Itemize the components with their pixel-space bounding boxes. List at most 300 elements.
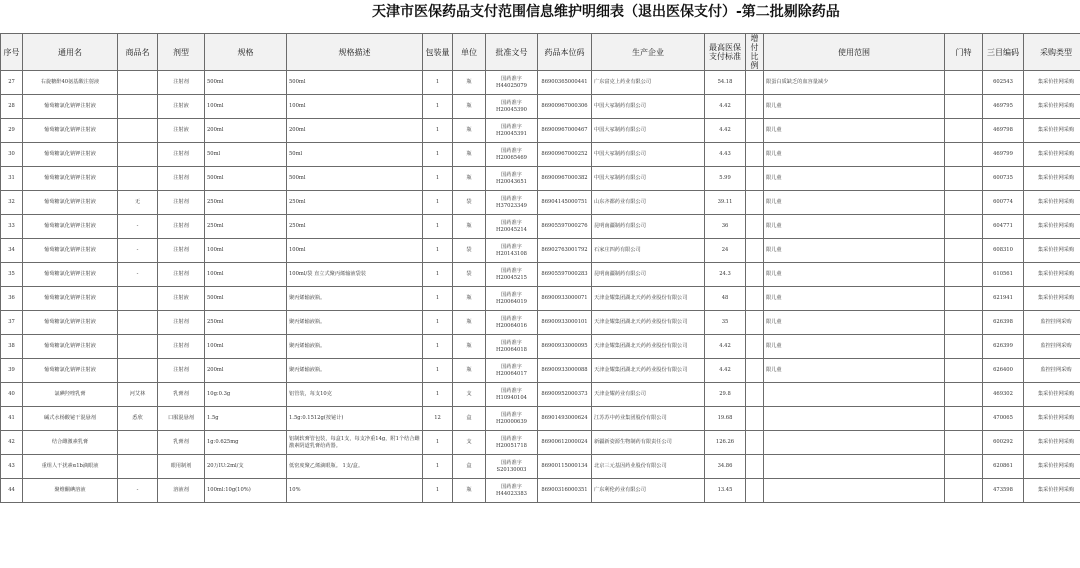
catalog-code-cell: 626398 [983, 311, 1024, 335]
unit-cell: 盒 [453, 407, 486, 431]
unit-cell: 瓶 [453, 359, 486, 383]
row-number-cell: 43 [1, 455, 23, 479]
spec-description-cell: 50ml [287, 143, 423, 167]
drug-table [0, 33, 1080, 503]
generic-name-cell: 葡萄糖氯化钠钾注射液 [23, 191, 118, 215]
manufacturer-cell: 天津金耀药业有限公司 [592, 383, 705, 407]
column-header: 最高医保支付标准 [705, 34, 746, 71]
brand-name-cell [118, 143, 158, 167]
drug-code-cell: 86900933000095 [538, 335, 592, 359]
max-payment-cell: 24 [705, 239, 746, 263]
specification-cell: 500ml [205, 287, 287, 311]
usage-scope-cell: 限儿童 [764, 239, 945, 263]
row-number-cell: 35 [1, 263, 23, 287]
catalog-code-cell: 469799 [983, 143, 1024, 167]
generic-name-cell: 葡萄糖氯化钠钾注射液 [23, 359, 118, 383]
outpatient-cell [945, 335, 983, 359]
spec-description-cell: 250ml [287, 215, 423, 239]
purchase-type-cell: 集采价挂网采购 [1024, 119, 1080, 143]
unit-cell: 瓶 [453, 311, 486, 335]
column-header: 采购类型 [1024, 34, 1080, 71]
outpatient-cell [945, 143, 983, 167]
approval-number-cell: 国药准字H20143108 [486, 239, 538, 263]
dosage-form-cell: 注射剂 [158, 191, 205, 215]
purchase-type-cell: 集采价挂网采购 [1024, 263, 1080, 287]
table-row [1, 407, 1080, 431]
purchase-type-cell: 集采价挂网采购 [1024, 455, 1080, 479]
manufacturer-cell: 天津金耀集团湖北天药药业股份有限公司 [592, 311, 705, 335]
brand-name-cell [118, 287, 158, 311]
extra-ratio-cell [746, 119, 764, 143]
drug-code-cell: 86904145000751 [538, 191, 592, 215]
unit-cell: 瓶 [453, 167, 486, 191]
table-row [1, 95, 1080, 119]
catalog-code-cell: 626399 [983, 335, 1024, 359]
manufacturer-cell: 天津金耀集团湖北天药药业股份有限公司 [592, 335, 705, 359]
approval-number-cell: 国药准字H20064016 [486, 311, 538, 335]
max-payment-cell: 126.26 [705, 431, 746, 455]
drug-code-cell: 86905597000283 [538, 263, 592, 287]
outpatient-cell [945, 287, 983, 311]
drug-code-cell: 86900316000351 [538, 479, 592, 503]
table-row [1, 359, 1080, 383]
outpatient-cell [945, 263, 983, 287]
purchase-type-cell: 监控挂网采购 [1024, 335, 1080, 359]
package-qty-cell: 1 [423, 335, 453, 359]
purchase-type-cell: 集采价挂网采购 [1024, 143, 1080, 167]
catalog-code-cell: 608310 [983, 239, 1024, 263]
extra-ratio-cell [746, 287, 764, 311]
catalog-code-cell: 602543 [983, 71, 1024, 95]
spec-description-cell: 200ml [287, 119, 423, 143]
row-number-cell: 29 [1, 119, 23, 143]
dosage-form-cell: 乳膏剂 [158, 431, 205, 455]
brand-name-cell: - [118, 263, 158, 287]
table-row [1, 311, 1080, 335]
spec-description-cell: 聚丙烯输液瓶。 [287, 335, 423, 359]
outpatient-cell [945, 359, 983, 383]
dosage-form-cell: 注射液 [158, 119, 205, 143]
row-number-cell: 41 [1, 407, 23, 431]
specification-cell: 100ml:10g(10%) [205, 479, 287, 503]
max-payment-cell: 4.42 [705, 95, 746, 119]
outpatient-cell [945, 191, 983, 215]
dosage-form-cell: 注射液 [158, 95, 205, 119]
package-qty-cell: 1 [423, 215, 453, 239]
unit-cell: 瓶 [453, 71, 486, 95]
outpatient-cell [945, 239, 983, 263]
outpatient-cell [945, 215, 983, 239]
max-payment-cell: 4.42 [705, 335, 746, 359]
generic-name-cell: 氯碘羟喹乳膏 [23, 383, 118, 407]
table-row [1, 263, 1080, 287]
usage-scope-cell: 限蛋白质缺乏的血容量减少 [764, 71, 945, 95]
generic-name-cell: 葡萄糖氯化钠钾注射液 [23, 119, 118, 143]
approval-number-cell: 国药准字H20051718 [486, 431, 538, 455]
spec-description-cell: 铝管装，每支10克 [287, 383, 423, 407]
extra-ratio-cell [746, 215, 764, 239]
catalog-code-cell: 469795 [983, 95, 1024, 119]
dosage-form-cell: 注射剂 [158, 263, 205, 287]
outpatient-cell [945, 95, 983, 119]
usage-scope-cell: 限儿童 [764, 287, 945, 311]
extra-ratio-cell [746, 95, 764, 119]
approval-number-cell: 国药准字H20043651 [486, 167, 538, 191]
brand-name-cell: 悉欣 [118, 407, 158, 431]
specification-cell: 1.5g [205, 407, 287, 431]
usage-scope-cell: 限儿童 [764, 167, 945, 191]
brand-name-cell [118, 455, 158, 479]
usage-scope-cell [764, 431, 945, 455]
catalog-code-cell: 469798 [983, 119, 1024, 143]
brand-name-cell: - [118, 239, 158, 263]
unit-cell: 瓶 [453, 479, 486, 503]
specification-cell: 500ml [205, 71, 287, 95]
usage-scope-cell: 限儿童 [764, 95, 945, 119]
approval-number-cell: 国药准字H20045215 [486, 263, 538, 287]
generic-name-cell: 葡萄糖氯化钠钾注射液 [23, 335, 118, 359]
spec-description-cell: 聚丙烯输液瓶。 [287, 359, 423, 383]
purchase-type-cell: 集采价挂网采购 [1024, 191, 1080, 215]
outpatient-cell [945, 431, 983, 455]
spec-description-cell: 10% [287, 479, 423, 503]
max-payment-cell: 36 [705, 215, 746, 239]
spec-description-cell: 低密度聚乙烯滴眼瓶。 1支/盒。 [287, 455, 423, 479]
row-number-cell: 34 [1, 239, 23, 263]
dosage-form-cell: 注射剂 [158, 71, 205, 95]
spec-description-cell: 聚丙烯输液瓶。 [287, 311, 423, 335]
package-qty-cell: 1 [423, 191, 453, 215]
catalog-code-cell: 473598 [983, 479, 1024, 503]
manufacturer-cell: 天津金耀集团湖北天药药业股份有限公司 [592, 287, 705, 311]
dosage-form-cell: 注射剂 [158, 167, 205, 191]
extra-ratio-cell [746, 431, 764, 455]
unit-cell: 瓶 [453, 335, 486, 359]
extra-ratio-cell [746, 239, 764, 263]
drug-code-cell: 86901493000624 [538, 407, 592, 431]
package-qty-cell: 1 [423, 95, 453, 119]
drug-code-cell: 86900952000373 [538, 383, 592, 407]
spec-description-cell: 100ml [287, 239, 423, 263]
table-row [1, 71, 1080, 95]
max-payment-cell: 48 [705, 287, 746, 311]
max-payment-cell: 39.11 [705, 191, 746, 215]
dosage-form-cell: 乳膏剂 [158, 383, 205, 407]
approval-number-cell: 国药准字H10940104 [486, 383, 538, 407]
table-row [1, 143, 1080, 167]
outpatient-cell [945, 479, 983, 503]
column-header: 门特 [945, 34, 983, 71]
purchase-type-cell: 监控挂网采购 [1024, 311, 1080, 335]
generic-name-cell: 葡萄糖氯化钠钾注射液 [23, 143, 118, 167]
dosage-form-cell: 注射液 [158, 287, 205, 311]
purchase-type-cell: 集采价挂网采购 [1024, 95, 1080, 119]
max-payment-cell: 34.86 [705, 455, 746, 479]
usage-scope-cell [764, 455, 945, 479]
row-number-cell: 38 [1, 335, 23, 359]
usage-scope-cell: 限儿童 [764, 215, 945, 239]
brand-name-cell [118, 335, 158, 359]
column-header: 商品名 [118, 34, 158, 71]
extra-ratio-cell [746, 407, 764, 431]
manufacturer-cell: 北京三元基因药业股份有限公司 [592, 455, 705, 479]
generic-name-cell: 聚维酮碘溶液 [23, 479, 118, 503]
row-number-cell: 32 [1, 191, 23, 215]
package-qty-cell: 1 [423, 167, 453, 191]
catalog-code-cell: 620861 [983, 455, 1024, 479]
drug-code-cell: 86905597000276 [538, 215, 592, 239]
approval-number-cell: 国药准字H20045391 [486, 119, 538, 143]
dosage-form-cell: 注射剂 [158, 335, 205, 359]
approval-number-cell: 国药准字H20045214 [486, 215, 538, 239]
specification-cell: 10g:0.3g [205, 383, 287, 407]
row-number-cell: 44 [1, 479, 23, 503]
spec-description-cell: 100ml [287, 95, 423, 119]
specification-cell: 250ml [205, 311, 287, 335]
purchase-type-cell: 集采价挂网采购 [1024, 215, 1080, 239]
package-qty-cell: 1 [423, 479, 453, 503]
generic-name-cell: 葡萄糖氯化钠钾注射液 [23, 215, 118, 239]
manufacturer-cell: 石家庄四药有限公司 [592, 239, 705, 263]
generic-name-cell: 结合雌激素乳膏 [23, 431, 118, 455]
max-payment-cell: 29.8 [705, 383, 746, 407]
outpatient-cell [945, 71, 983, 95]
specification-cell: 200ml [205, 359, 287, 383]
column-header: 生产企业 [592, 34, 705, 71]
extra-ratio-cell [746, 335, 764, 359]
manufacturer-cell: 中国大冢制药有限公司 [592, 167, 705, 191]
table-row [1, 335, 1080, 359]
drug-code-cell: 86900933000088 [538, 359, 592, 383]
row-number-cell: 28 [1, 95, 23, 119]
spec-description-cell: 聚丙烯输液瓶。 [287, 287, 423, 311]
package-qty-cell: 1 [423, 287, 453, 311]
spec-description-cell: 100ml/袋 直立式聚丙烯输液袋装 [287, 263, 423, 287]
row-number-cell: 36 [1, 287, 23, 311]
drug-code-cell: 86900967000382 [538, 167, 592, 191]
manufacturer-cell: 中国大冢制药有限公司 [592, 143, 705, 167]
package-qty-cell: 1 [423, 359, 453, 383]
catalog-code-cell: 604771 [983, 215, 1024, 239]
row-number-cell: 27 [1, 71, 23, 95]
brand-name-cell: - [118, 215, 158, 239]
brand-name-cell: - [118, 479, 158, 503]
specification-cell: 20万IU:2ml/支 [205, 455, 287, 479]
max-payment-cell: 35 [705, 311, 746, 335]
brand-name-cell [118, 167, 158, 191]
package-qty-cell: 1 [423, 455, 453, 479]
column-header: 批准文号 [486, 34, 538, 71]
catalog-code-cell: 600292 [983, 431, 1024, 455]
outpatient-cell [945, 119, 983, 143]
purchase-type-cell: 集采价挂网采购 [1024, 239, 1080, 263]
extra-ratio-cell [746, 263, 764, 287]
unit-cell: 瓶 [453, 287, 486, 311]
column-header: 单位 [453, 34, 486, 71]
dosage-form-cell: 注射剂 [158, 143, 205, 167]
approval-number-cell: 国药准字S20130003 [486, 455, 538, 479]
unit-cell: 瓶 [453, 119, 486, 143]
drug-code-cell: 86900967000252 [538, 143, 592, 167]
approval-number-cell: 国药准字H20064017 [486, 359, 538, 383]
extra-ratio-cell [746, 143, 764, 167]
column-header: 通用名 [23, 34, 118, 71]
usage-scope-cell: 限儿童 [764, 311, 945, 335]
package-qty-cell: 1 [423, 311, 453, 335]
purchase-type-cell: 集采价挂网采购 [1024, 479, 1080, 503]
max-payment-cell: 13.45 [705, 479, 746, 503]
unit-cell: 袋 [453, 239, 486, 263]
purchase-type-cell: 集采价挂网采购 [1024, 287, 1080, 311]
outpatient-cell [945, 407, 983, 431]
dosage-form-cell: 注射剂 [158, 311, 205, 335]
package-qty-cell: 1 [423, 71, 453, 95]
catalog-code-cell: 600735 [983, 167, 1024, 191]
drug-code-cell: 86900967000467 [538, 119, 592, 143]
drug-code-cell: 86900933000101 [538, 311, 592, 335]
spec-description-cell: 250ml [287, 191, 423, 215]
approval-number-cell: 国药准字H20000639 [486, 407, 538, 431]
max-payment-cell: 4.42 [705, 119, 746, 143]
column-header: 使用范围 [764, 34, 945, 71]
purchase-type-cell: 集采价挂网采购 [1024, 407, 1080, 431]
spec-description-cell: 500ml [287, 71, 423, 95]
table-row [1, 383, 1080, 407]
catalog-code-cell: 470065 [983, 407, 1024, 431]
drug-code-cell: 86900933000071 [538, 287, 592, 311]
specification-cell: 250ml [205, 215, 287, 239]
specification-cell: 100ml [205, 95, 287, 119]
specification-cell: 50ml [205, 143, 287, 167]
specification-cell: 250ml [205, 191, 287, 215]
catalog-code-cell: 621941 [983, 287, 1024, 311]
manufacturer-cell: 中国大冢制药有限公司 [592, 119, 705, 143]
generic-name-cell: 葡萄糖氯化钠钾注射液 [23, 167, 118, 191]
max-payment-cell: 4.43 [705, 143, 746, 167]
table-row [1, 191, 1080, 215]
usage-scope-cell: 限儿童 [764, 359, 945, 383]
dosage-form-cell: 溶液剂 [158, 479, 205, 503]
brand-name-cell [118, 431, 158, 455]
drug-code-cell: 86900612000024 [538, 431, 592, 455]
generic-name-cell: 葡萄糖氯化钠钾注射液 [23, 95, 118, 119]
purchase-type-cell: 集采价挂网采购 [1024, 71, 1080, 95]
column-header: 药品本位码 [538, 34, 592, 71]
max-payment-cell: 19.68 [705, 407, 746, 431]
table-row [1, 479, 1080, 503]
package-qty-cell: 1 [423, 119, 453, 143]
column-header: 包装量 [423, 34, 453, 71]
specification-cell: 100ml [205, 335, 287, 359]
document-title: 天津市医保药品支付范围信息维护明细表（退出医保支付）-第二批剔除药品 [372, 4, 840, 20]
max-payment-cell: 4.42 [705, 359, 746, 383]
specification-cell: 100ml [205, 239, 287, 263]
usage-scope-cell: 限儿童 [764, 263, 945, 287]
usage-scope-cell [764, 383, 945, 407]
table-row [1, 239, 1080, 263]
row-number-cell: 30 [1, 143, 23, 167]
usage-scope-cell [764, 479, 945, 503]
row-number-cell: 37 [1, 311, 23, 335]
extra-ratio-cell [746, 71, 764, 95]
column-header: 剂型 [158, 34, 205, 71]
unit-cell: 支 [453, 431, 486, 455]
drug-code-cell: 86900967000306 [538, 95, 592, 119]
manufacturer-cell: 广东富克上药业有限公司 [592, 71, 705, 95]
specification-cell: 100ml [205, 263, 287, 287]
extra-ratio-cell [746, 359, 764, 383]
catalog-code-cell: 600774 [983, 191, 1024, 215]
table-row [1, 455, 1080, 479]
dosage-form-cell: 眼用制剂 [158, 455, 205, 479]
table-row [1, 287, 1080, 311]
extra-ratio-cell [746, 455, 764, 479]
dosage-form-cell: 注射剂 [158, 359, 205, 383]
table-body [1, 71, 1080, 503]
generic-name-cell: 葡萄糖氯化钠钾注射液 [23, 311, 118, 335]
row-number-cell: 42 [1, 431, 23, 455]
outpatient-cell [945, 167, 983, 191]
package-qty-cell: 1 [423, 239, 453, 263]
unit-cell: 盒 [453, 455, 486, 479]
unit-cell: 支 [453, 383, 486, 407]
drug-code-cell: 86902763001792 [538, 239, 592, 263]
dosage-form-cell: 口服混悬剂 [158, 407, 205, 431]
usage-scope-cell: 限儿童 [764, 119, 945, 143]
specification-cell: 200ml [205, 119, 287, 143]
generic-name-cell: 重组人干扰素α1b滴眼液 [23, 455, 118, 479]
column-header: 三目编码 [983, 34, 1024, 71]
purchase-type-cell: 集采价挂网采购 [1024, 383, 1080, 407]
catalog-code-cell: 610561 [983, 263, 1024, 287]
package-qty-cell: 1 [423, 263, 453, 287]
generic-name-cell: 右旋糖酐40氨基酸注射液 [23, 71, 118, 95]
extra-ratio-cell [746, 167, 764, 191]
manufacturer-cell: 天津金耀集团湖北天药药业股份有限公司 [592, 359, 705, 383]
specification-cell: 1g:0.625mg [205, 431, 287, 455]
table-row [1, 119, 1080, 143]
column-header: 规格 [205, 34, 287, 71]
generic-name-cell: 葡萄糖氯化钠钾注射液 [23, 239, 118, 263]
max-payment-cell: 24.3 [705, 263, 746, 287]
brand-name-cell: 无 [118, 191, 158, 215]
extra-ratio-cell [746, 383, 764, 407]
generic-name-cell: 葡萄糖氯化钠钾注射液 [23, 263, 118, 287]
spec-description-cell: 铝制软膏管包装，每盒1支，每支净重14g，附1个结合雌激素阴道乳膏给药器。 [287, 431, 423, 455]
package-qty-cell: 1 [423, 143, 453, 167]
manufacturer-cell: 江苏苏中药业集团股份有限公司 [592, 407, 705, 431]
spec-description-cell: 500ml [287, 167, 423, 191]
manufacturer-cell: 新疆新姿源生物制药有限责任公司 [592, 431, 705, 455]
extra-ratio-cell [746, 311, 764, 335]
approval-number-cell: 国药准字H20064018 [486, 335, 538, 359]
generic-name-cell: 葡萄糖氯化钠钾注射液 [23, 287, 118, 311]
catalog-code-cell: 626400 [983, 359, 1024, 383]
brand-name-cell: 河艾林 [118, 383, 158, 407]
specification-cell: 500ml [205, 167, 287, 191]
package-qty-cell: 12 [423, 407, 453, 431]
manufacturer-cell: 广东利伦药业有限公司 [592, 479, 705, 503]
usage-scope-cell [764, 407, 945, 431]
brand-name-cell [118, 95, 158, 119]
approval-number-cell: 国药准字H20065469 [486, 143, 538, 167]
unit-cell: 瓶 [453, 215, 486, 239]
package-qty-cell: 1 [423, 383, 453, 407]
table-header-row [1, 34, 1080, 71]
package-qty-cell: 1 [423, 431, 453, 455]
column-header: 序号 [1, 34, 23, 71]
purchase-type-cell: 集采价挂网采购 [1024, 167, 1080, 191]
